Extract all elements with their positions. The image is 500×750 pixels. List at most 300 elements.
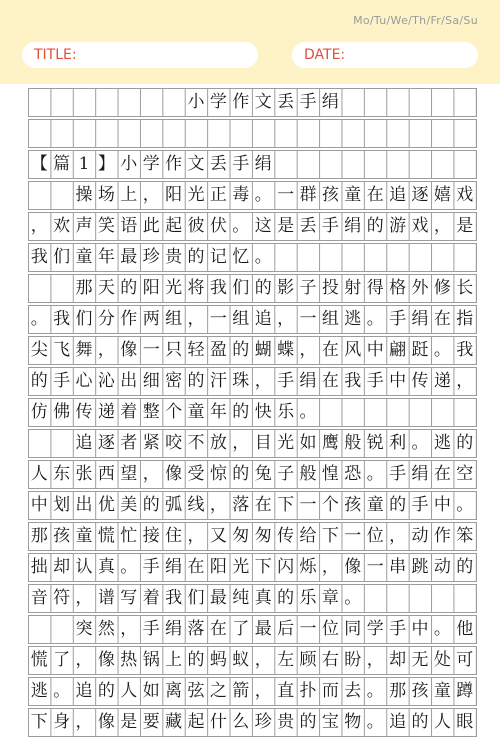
grid-char: 丢: [209, 154, 227, 174]
grid-char: 中: [30, 495, 48, 515]
grid-char: 阳: [142, 278, 160, 298]
grid-char: 沁: [97, 371, 115, 391]
grid-char: 。: [299, 402, 317, 422]
grid-char: 手: [142, 619, 160, 639]
grid-char: 的: [232, 402, 250, 422]
grid-char: 仿: [30, 402, 48, 422]
grid-char: 蹲: [456, 681, 474, 701]
grid-char: 闪: [277, 557, 295, 577]
grid-char: 慌: [97, 526, 115, 546]
grid-char: 【: [30, 154, 48, 174]
grid-char: 他: [456, 619, 474, 639]
grid-row: [28, 677, 477, 706]
grid-char: 在: [187, 557, 205, 577]
grid-char: 递: [97, 402, 115, 422]
grid-char: 匆: [232, 526, 250, 546]
grid-char: 作: [232, 92, 250, 112]
grid-char: 同: [344, 619, 362, 639]
grid-char: 孩: [344, 495, 362, 515]
grid-char: 忆: [232, 247, 250, 267]
grid-char: 。: [366, 712, 384, 732]
grid-char: 的: [254, 278, 272, 298]
grid-char: 处: [433, 650, 451, 670]
grid-char: 是: [456, 216, 474, 236]
grid-char: 手: [142, 557, 160, 577]
grid-char: 手: [389, 309, 407, 329]
grid-char: ，: [97, 340, 115, 360]
grid-char: 后: [277, 619, 295, 639]
grid-char: 受: [187, 464, 205, 484]
grid-char: 群: [299, 185, 317, 205]
grid-char: 将: [187, 278, 205, 298]
grid-char: 着: [120, 402, 138, 422]
grid-char: 美: [120, 495, 138, 515]
grid-char: 组: [165, 309, 183, 329]
grid-char: 丢: [299, 216, 317, 236]
grid-char: 年: [209, 402, 227, 422]
grid-char: 目: [254, 433, 272, 453]
grid-char: 盈: [209, 340, 227, 360]
grid-char: 长: [456, 278, 474, 298]
grid-char: 逐: [97, 433, 115, 453]
grid-row: [28, 460, 477, 489]
grid-char: 在: [321, 371, 339, 391]
grid-char: 如: [299, 433, 317, 453]
grid-char: ，: [433, 216, 451, 236]
grid-char: 蝶: [277, 340, 295, 360]
grid-char: 手: [389, 464, 407, 484]
grid-char: 心: [75, 371, 93, 391]
grid-char: 扑: [299, 681, 317, 701]
grid-char: 一: [366, 557, 384, 577]
grid-char: 离: [165, 681, 183, 701]
grid-char: 恐: [344, 464, 362, 484]
grid-char: 游: [389, 216, 407, 236]
grid-row: [28, 429, 477, 458]
grid-char: 蚂: [209, 650, 227, 670]
grid-char: 阳: [209, 557, 227, 577]
grid-char: 紧: [142, 433, 160, 453]
grid-char: 。: [366, 464, 384, 484]
grid-char: 追: [75, 433, 93, 453]
grid-char: 追: [75, 681, 93, 701]
grid-char: 小: [187, 92, 205, 112]
grid-char: 。: [30, 309, 48, 329]
grid-char: 箭: [232, 681, 250, 701]
grid-char: 不: [187, 433, 205, 453]
grid-char: 的: [456, 557, 474, 577]
grid-char: 藏: [165, 712, 183, 732]
grid-char: 串: [389, 557, 407, 577]
grid-char: ，: [142, 464, 160, 484]
grid-char: 手: [299, 92, 317, 112]
grid-char: 西: [97, 464, 115, 484]
grid-row: [28, 491, 477, 520]
grid-char: 操: [75, 185, 93, 205]
grid-char: 绢: [165, 619, 183, 639]
grid-char: 的: [232, 340, 250, 360]
grid-char: 在: [366, 185, 384, 205]
grid-char: ，: [456, 371, 474, 391]
grid-char: 蝴: [254, 340, 272, 360]
grid-char: 文: [254, 92, 272, 112]
grid-char: 。: [254, 247, 272, 267]
grid-char: 符: [53, 588, 71, 608]
grid-row: [28, 274, 477, 303]
grid-char: ，: [187, 526, 205, 546]
grid-char: 最: [254, 619, 272, 639]
grid-char: 的: [277, 588, 295, 608]
grid-char: 们: [75, 309, 93, 329]
grid-char: 格: [389, 278, 407, 298]
grid-char: 追: [389, 185, 407, 205]
grid-char: 快: [254, 402, 272, 422]
grid-char: 佛: [53, 402, 71, 422]
grid-char: 在: [433, 464, 451, 484]
grid-char: 动: [433, 557, 451, 577]
grid-char: 手: [53, 371, 71, 391]
grid-char: 童: [75, 247, 93, 267]
grid-char: 逃: [30, 681, 48, 701]
grid-char: 年: [97, 247, 115, 267]
grid-char: 此: [142, 216, 160, 236]
grid-row: [28, 88, 477, 117]
grid-char: 密: [165, 371, 183, 391]
grid-char: 绢: [321, 92, 339, 112]
grid-char: 笑: [97, 216, 115, 236]
grid-char: 文: [187, 154, 205, 174]
grid-char: 乐: [299, 588, 317, 608]
grid-char: 子: [277, 464, 295, 484]
grid-char: 突: [75, 619, 93, 639]
grid-char: 位: [321, 619, 339, 639]
grid-char: 的: [187, 247, 205, 267]
grid-char: ，: [254, 371, 272, 391]
title-field[interactable]: [22, 42, 258, 68]
grid-char: 贵: [165, 247, 183, 267]
grid-char: ，: [299, 340, 317, 360]
grid-row: [28, 150, 477, 179]
grid-char: ，: [321, 557, 339, 577]
grid-char: 手: [232, 154, 250, 174]
grid-char: ，: [142, 185, 160, 205]
grid-char: 之: [209, 681, 227, 701]
grid-char: 只: [165, 340, 183, 360]
grid-char: 嬉: [433, 185, 451, 205]
grid-char: 飞: [53, 340, 71, 360]
grid-char: 投: [321, 278, 339, 298]
grid-char: 毒: [232, 185, 250, 205]
grid-char: 热: [120, 650, 138, 670]
grid-char: 像: [97, 650, 115, 670]
grid-char: 逐: [411, 185, 429, 205]
grid-char: 组: [232, 309, 250, 329]
grid-char: 咬: [165, 433, 183, 453]
grid-char: 像: [120, 340, 138, 360]
grid-char: 正: [209, 185, 227, 205]
grid-char: 什: [209, 712, 227, 732]
grid-char: 我: [165, 588, 183, 608]
grid-char: 拙: [30, 557, 48, 577]
grid-char: 在: [254, 495, 272, 515]
grid-char: 一: [142, 340, 160, 360]
grid-char: 子: [299, 278, 317, 298]
grid-row: [28, 646, 477, 675]
grid-char: 一: [209, 309, 227, 329]
grid-char: 宝: [321, 712, 339, 732]
grid-char: 影: [277, 278, 295, 298]
grid-char: 慌: [30, 650, 48, 670]
grid-char: 我: [344, 371, 362, 391]
grid-row: [28, 522, 477, 551]
grid-char: ，: [187, 309, 205, 329]
grid-char: 学: [142, 154, 160, 174]
grid-char: 中: [433, 495, 451, 515]
grid-char: 像: [165, 464, 183, 484]
grid-char: ，: [30, 216, 48, 236]
grid-char: 舞: [75, 340, 93, 360]
grid-char: 兔: [254, 464, 272, 484]
grid-char: 戏: [456, 185, 474, 205]
date-field[interactable]: [292, 42, 478, 68]
grid-char: 的: [389, 495, 407, 515]
grid-char: 跹: [411, 340, 429, 360]
grid-char: 东: [53, 464, 71, 484]
grid-char: 物: [344, 712, 362, 732]
grid-char: 无: [411, 650, 429, 670]
grid-row: [28, 708, 477, 737]
grid-char: 。: [344, 588, 362, 608]
grid-char: 着: [142, 588, 160, 608]
grid-char: 光: [187, 185, 205, 205]
grid-char: 然: [97, 619, 115, 639]
grid-char: 如: [142, 681, 160, 701]
grid-char: 中: [366, 340, 384, 360]
grid-char: ，: [254, 650, 272, 670]
grid-char: 的: [97, 681, 115, 701]
grid-char: 汗: [209, 371, 227, 391]
grid-char: 阳: [165, 185, 183, 205]
grid-char: 下: [321, 526, 339, 546]
grid-char: 欢: [53, 216, 71, 236]
grid-char: 那: [30, 526, 48, 546]
grid-char: 风: [344, 340, 362, 360]
grid-char: 下: [30, 712, 48, 732]
grid-char: 线: [187, 495, 205, 515]
grid-char: 眼: [456, 712, 474, 732]
grid-char: 。: [53, 681, 71, 701]
grid-char: 这: [254, 216, 272, 236]
grid-char: 的: [299, 712, 317, 732]
grid-char: 。: [120, 557, 138, 577]
grid-char: 鹰: [321, 433, 339, 453]
grid-char: 天: [97, 278, 115, 298]
grid-char: 孩: [321, 185, 339, 205]
grid-char: ，: [209, 495, 227, 515]
grid-char: 光: [232, 557, 250, 577]
grid-char: 学: [366, 619, 384, 639]
grid-char: 。: [232, 216, 250, 236]
grid-row: [28, 336, 477, 365]
grid-char: 般: [344, 433, 362, 453]
grid-char: ，: [366, 650, 384, 670]
grid-char: 我: [53, 309, 71, 329]
grid-char: 在: [209, 619, 227, 639]
grid-char: ，: [75, 650, 93, 670]
grid-char: 伏: [209, 216, 227, 236]
grid-char: 是: [277, 216, 295, 236]
grid-char: 位: [366, 526, 384, 546]
grid-char: 张: [75, 464, 93, 484]
grid-char: 中: [411, 619, 429, 639]
grid-char: 手: [277, 371, 295, 391]
grid-char: 划: [53, 495, 71, 515]
grid-row-blank: [28, 119, 477, 148]
grid-char: 上: [120, 185, 138, 205]
grid-char: 真: [97, 557, 115, 577]
grid-char: 绢: [254, 154, 272, 174]
grid-char: 锅: [142, 650, 160, 670]
grid-char: 上: [165, 650, 183, 670]
grid-char: 了: [53, 650, 71, 670]
grid-char: 直: [277, 681, 295, 701]
grid-char: 顾: [299, 650, 317, 670]
grid-char: 弧: [165, 495, 183, 515]
grid-char: 光: [277, 433, 295, 453]
grid-char: 场: [97, 185, 115, 205]
grid-char: 去: [344, 681, 362, 701]
grid-char: 弦: [187, 681, 205, 701]
grid-row: [28, 584, 477, 613]
grid-char: 像: [344, 557, 362, 577]
grid-char: 一: [277, 185, 295, 205]
grid-char: 了: [232, 619, 250, 639]
grid-char: 利: [389, 433, 407, 453]
grid-char: 传: [277, 526, 295, 546]
grid-char: 童: [75, 526, 93, 546]
grid-char: 的: [120, 278, 138, 298]
grid-row: [28, 212, 477, 241]
grid-char: 戏: [411, 216, 429, 236]
grid-char: 传: [75, 402, 93, 422]
grid-char: 最: [209, 588, 227, 608]
grid-char: 的: [456, 433, 474, 453]
grid-char: 又: [209, 526, 227, 546]
grid-char: 声: [75, 216, 93, 236]
grid-char: 。: [254, 185, 272, 205]
grid-char: 的: [187, 650, 205, 670]
grid-char: 我: [30, 247, 48, 267]
grid-char: 的: [142, 495, 160, 515]
grid-char: 童: [344, 185, 362, 205]
grid-char: 一: [299, 495, 317, 515]
grid-char: 】: [97, 154, 115, 174]
grid-char: 追: [389, 712, 407, 732]
grid-char: 锐: [366, 433, 384, 453]
grid-char: 童: [366, 495, 384, 515]
grid-char: 追: [254, 309, 272, 329]
grid-char: 写: [120, 588, 138, 608]
grid-char: 忙: [120, 526, 138, 546]
grid-char: 接: [142, 526, 160, 546]
grid-char: 像: [97, 712, 115, 732]
grid-char: 右: [321, 650, 339, 670]
grid-char: 人: [433, 712, 451, 732]
grid-char: 。: [411, 433, 429, 453]
grid-char: 的: [30, 371, 48, 391]
grid-char: 。: [433, 340, 451, 360]
grid-char: 手: [321, 216, 339, 236]
grid-row: [28, 367, 477, 396]
grid-char: 学: [209, 92, 227, 112]
grid-char: 我: [456, 340, 474, 360]
grid-char: 珍: [254, 712, 272, 732]
grid-char: 童: [433, 681, 451, 701]
grid-char: 惶: [321, 464, 339, 484]
grid-char: 小: [120, 154, 138, 174]
writing-paper: [0, 84, 500, 750]
grid-char: 匆: [254, 526, 272, 546]
grid-char: 般: [299, 464, 317, 484]
grid-char: 的: [366, 216, 384, 236]
grid-char: 两: [142, 309, 160, 329]
grid-char: 绢: [299, 371, 317, 391]
grid-char: 住: [165, 526, 183, 546]
grid-char: ，: [232, 433, 250, 453]
grid-char: 烁: [299, 557, 317, 577]
grid-char: 音: [30, 588, 48, 608]
grid-char: 孩: [53, 526, 71, 546]
grid-char: 外: [411, 278, 429, 298]
grid-char: ，: [75, 712, 93, 732]
grid-char: 空: [456, 464, 474, 484]
grid-char: 传: [411, 371, 429, 391]
grid-char: 真: [254, 588, 272, 608]
grid-char: 惊: [209, 464, 227, 484]
grid-char: 们: [53, 247, 71, 267]
grid-char: 在: [321, 340, 339, 360]
grid-char: 起: [187, 712, 205, 732]
grid-char: 整: [142, 402, 160, 422]
grid-char: 我: [209, 278, 227, 298]
grid-char: 者: [120, 433, 138, 453]
grid-char: ，: [277, 309, 295, 329]
grid-char: 珠: [232, 371, 250, 391]
grid-char: 谱: [97, 588, 115, 608]
grid-char: 修: [433, 278, 451, 298]
grid-char: 盼: [344, 650, 362, 670]
title-label: TITLE:: [34, 47, 77, 63]
grid-char: 。: [366, 309, 384, 329]
grid-char: 一: [299, 619, 317, 639]
grid-char: 语: [120, 216, 138, 236]
grid-char: 纯: [232, 588, 250, 608]
grid-char: 手: [411, 495, 429, 515]
grid-char: 作: [433, 526, 451, 546]
grid-char: 出: [75, 495, 93, 515]
grid-char: 跳: [411, 557, 429, 577]
grid-char: 却: [389, 650, 407, 670]
grid-char: 优: [97, 495, 115, 515]
grid-char: 么: [232, 712, 250, 732]
grid-char: 轻: [187, 340, 205, 360]
grid-char: 认: [75, 557, 93, 577]
grid-char: 。: [366, 681, 384, 701]
grid-char: 落: [232, 495, 250, 515]
grid-row: [28, 181, 477, 210]
grid-char: 最: [120, 247, 138, 267]
grid-char: 身: [53, 712, 71, 732]
